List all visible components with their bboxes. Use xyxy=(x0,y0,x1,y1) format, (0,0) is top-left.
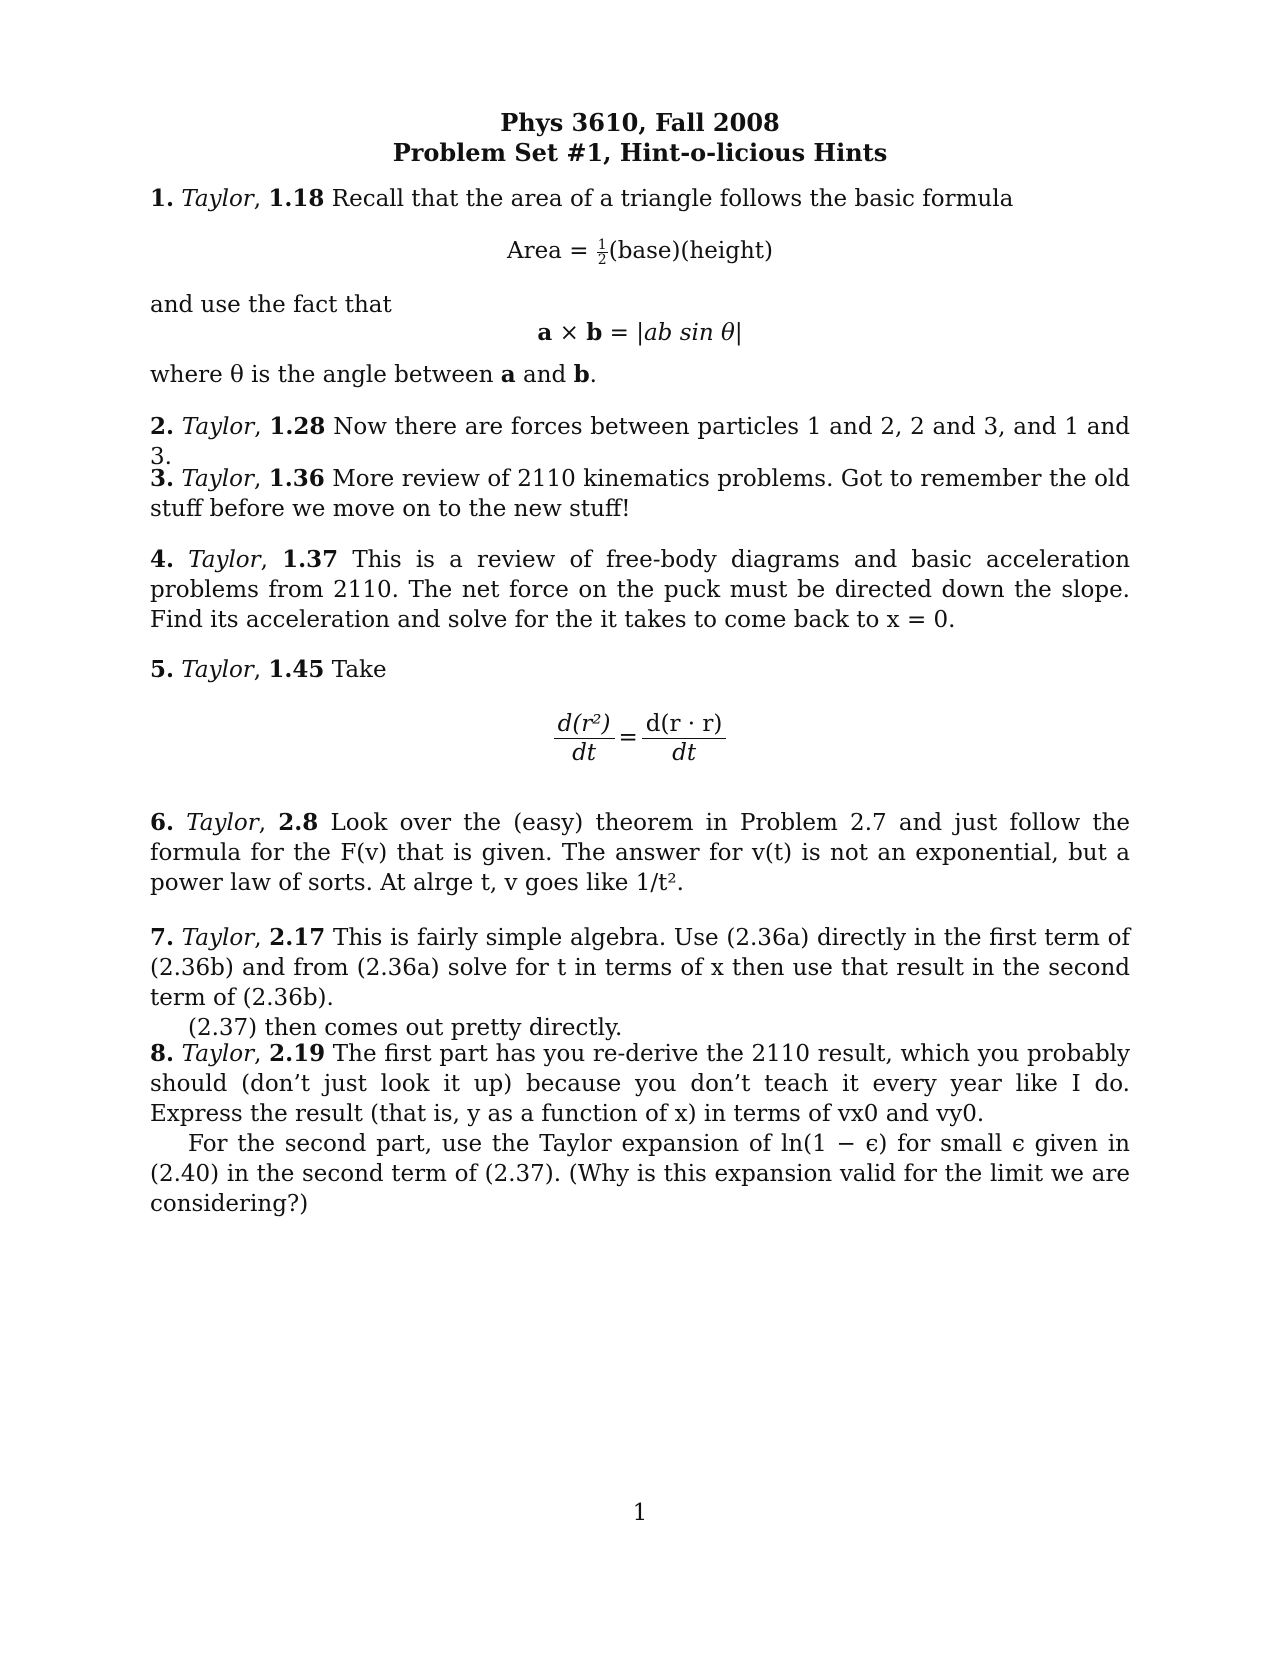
vector-b: b xyxy=(573,361,590,388)
half-fraction xyxy=(597,238,608,267)
course-heading: Phys 3610, Fall 2008 xyxy=(500,108,780,137)
page-number: 1 xyxy=(632,1500,648,1526)
equals-sign: = xyxy=(618,724,638,751)
problem-text: Recall that the area of a triangle follows the basic formula xyxy=(331,186,1014,212)
problem-6: 6. Taylor, 2.8 Look over the (easy) theorem in Problem 2.7 and just follow the formula for the F(v) that is given. The answer for v(t) is not an exponential, but a power law of sorts. At alrge t, v goes like 1/t². xyxy=(150,809,1131,896)
problem-number: 6. xyxy=(150,809,175,836)
problem-ref: 1.37 xyxy=(282,546,339,573)
problem-7-continuation: (2.37) then comes out pretty directly. xyxy=(188,1015,623,1041)
rhs-fraction xyxy=(642,710,727,767)
problem-text: This is a review of free-body diagrams and basic acceleration problems from 2110. The net force on the puck must be directed down the slope. Find its acceleration and solve for the it takes to come back to x = 0. xyxy=(150,547,1131,633)
equation-derivative xyxy=(0,710,1280,767)
problem-text: This is fairly simple algebra. Use (2.36a) directly in the first term of (2.36b) and from (2.36a) solve for t in terms of x then use that result in the second term of (2.36b). xyxy=(150,925,1131,1011)
equation-cross-product xyxy=(0,318,1280,348)
problem-2: 2. Taylor, 1.28 Now there are forces between particles 1 and 2, 2 and 3, and 1 and 3. xyxy=(150,413,1130,470)
fraction-denominator: 2 xyxy=(597,251,607,268)
lhs-denominator: dt xyxy=(572,740,597,766)
problem-7: 7. Taylor, 2.17 This is fairly simple algebra. Use (2.36a) directly in the first term of (2.36b) and from (2.36a) solve for t in terms of x then use that result in the second term of (2.36b). (2.37) then comes out pretty directly. xyxy=(150,924,1131,1041)
rhs-denominator: dt xyxy=(672,740,697,766)
text-fragment: . xyxy=(589,362,597,388)
continuation-text: and use the fact that xyxy=(150,292,392,318)
document-title: Problem Set #1, Hint-o-licious Hints xyxy=(392,138,888,167)
text-fragment: where θ is the angle between xyxy=(150,362,501,388)
lhs-numerator: d(r²) xyxy=(554,710,615,739)
equation-lhs: Area = xyxy=(506,238,596,264)
book-name: Taylor xyxy=(181,925,255,951)
text-fragment: and xyxy=(515,362,574,388)
problem-number: 5. xyxy=(150,656,175,683)
problem-3: 3. Taylor, 1.36 More review of 2110 kinematics problems. Got to remember the old stuff before we move on to the new stuff! xyxy=(150,465,1131,522)
vector-a: a xyxy=(537,319,553,346)
problem-4: 4. Taylor, 1.37 This is a review of free-body diagrams and basic acceleration problems from 2110. The net force on the puck must be directed down the slope. Find its acceleration and solve for the it takes to come back to x = 0. xyxy=(150,546,1131,633)
problem-ref: 1.28 xyxy=(269,413,326,440)
problem-ref: 1.36 xyxy=(268,465,325,492)
problem-8-second-part: For the second part, use the Taylor expansion of ln(1 − ϵ) for small ϵ given in (2.40) in the second term of (2.37). (Why is this expansion valid for the limit we are considering?) xyxy=(150,1131,1130,1217)
book-name: Taylor xyxy=(181,186,254,212)
book-name: Taylor xyxy=(181,466,254,492)
book-name: Taylor xyxy=(188,547,261,573)
problem-1-text-2 xyxy=(150,290,1130,320)
vector-b: b xyxy=(586,319,603,346)
problem-number: 8. xyxy=(150,1040,175,1067)
book-name: Taylor xyxy=(181,414,255,440)
vector-a: a xyxy=(500,361,516,388)
problem-text: The first part has you re-derive the 2110 result, which you probably should (don’t just look it up) because you don’t teach it every year like I do. Express the result (that is, y as a function of x) in terms of vx0 and vy0. xyxy=(150,1041,1131,1127)
problem-1: 1. Taylor, 1.18 Recall that the area of a triangle follows the basic formula xyxy=(150,185,1014,212)
problem-text: Look over the (easy) theorem in Problem 2.7 and just follow the formula for the F(v) that is given. The answer for v(t) is not an exponential, but a power law of sorts. At alrge t, v goes like 1/t². xyxy=(150,810,1131,896)
problem-ref: 2.17 xyxy=(269,924,326,951)
problem-1-text-3 xyxy=(150,360,1130,390)
equation-area xyxy=(0,236,1280,267)
rhs-numerator: d(r · r) xyxy=(642,710,727,739)
problem-5: 5. Taylor, 1.45 Take xyxy=(150,656,387,683)
problem-number: 1. xyxy=(150,185,175,212)
problem-ref: 2.19 xyxy=(269,1040,326,1067)
problem-number: 3. xyxy=(150,465,175,492)
problem-number: 2. xyxy=(150,413,175,440)
times-symbol: × xyxy=(552,320,587,346)
fraction-numerator: 1 xyxy=(597,236,607,253)
problem-number: 7. xyxy=(150,924,175,951)
problem-text: Now there are forces between particles 1 and 2, 2 and 3, and 1 and 3. xyxy=(150,414,1130,470)
problem-ref: 1.45 xyxy=(268,656,325,683)
problem-ref: 2.8 xyxy=(278,809,319,836)
problem-8: 8. Taylor, 2.19 The first part has you re-derive the 2110 result, which you probably should (don’t just look it up) because you don’t teach it every year like I do. Express the result (that is, y as a function of x) in terms of vx0 and vy0. For the second part, use the Taylor expansion of ln(1 − ϵ) for small ϵ given in (2.40) in the second term of (2.37). (Why is this expansion valid for the limit we are considering?) xyxy=(150,1040,1131,1217)
book-name: Taylor xyxy=(186,810,259,836)
book-name: Taylor xyxy=(181,657,254,683)
problem-number: 4. xyxy=(150,546,175,573)
equation-rhs: (base)(height) xyxy=(608,238,774,264)
problem-text: More review of 2110 kinematics problems. Got to remember the old stuff before we move on to the new stuff! xyxy=(150,466,1131,522)
lhs-fraction xyxy=(554,710,615,767)
equation-rest: = |ab sin θ| xyxy=(602,320,743,346)
book-name: Taylor xyxy=(181,1041,255,1067)
problem-text: Take xyxy=(331,657,387,683)
problem-ref: 1.18 xyxy=(268,185,325,212)
